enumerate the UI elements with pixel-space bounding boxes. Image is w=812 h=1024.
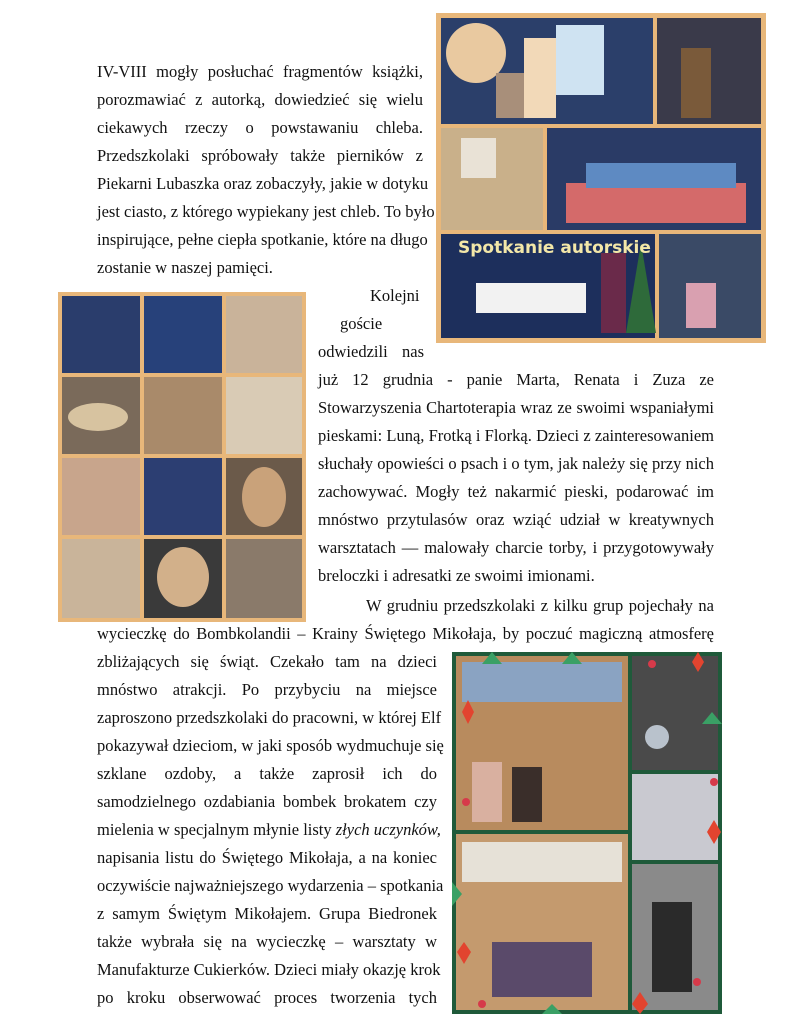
body-text-line bbox=[97, 820, 441, 840]
body-text-line: porozmawiać z autorką, dowiedzieć się wielu bbox=[97, 90, 423, 109]
body-text-line: goście bbox=[340, 314, 383, 333]
body-text-line: zostanie w naszej pamięci. bbox=[97, 258, 273, 277]
dogs-collage bbox=[58, 292, 306, 622]
author-meeting-collage bbox=[436, 13, 766, 343]
body-text-line: Piekarni Lubaszka oraz zobaczyły, jakie w dotyku bbox=[97, 174, 429, 193]
body-text-line: Przedszkolaki spróbowały także pierników z bbox=[97, 146, 423, 165]
body-text-line: Manufakturze Cukierków. Dzieci miały okazję krok bbox=[97, 960, 441, 979]
body-text-line: mnóstwo atrakcji. Po przybyciu na miejsce bbox=[97, 680, 437, 699]
body-text-line: zachowywać. Mogły też nakarmić pieski, podarować im bbox=[318, 482, 714, 501]
body-text-line: Stowarzyszenia Chartoterapia wraz ze swoimi wspaniałymi bbox=[318, 398, 714, 417]
body-text-line: W grudniu przedszkolaki z kilku grup pojechały na bbox=[366, 596, 714, 615]
body-text-line: po kroku obserwować proces tworzenia tych bbox=[97, 988, 437, 1007]
body-text-line: słuchały opowieści o psach i o tym, jak należy się przy nich bbox=[318, 454, 714, 473]
body-text-line: już 12 grudnia - panie Marta, Renata i Zuza ze bbox=[318, 370, 714, 389]
body-text-line: wycieczkę do Bombkolandii – Krainy Świętego Mikołaja, by poczuć magiczną atmosferę bbox=[97, 624, 714, 643]
body-text-line: ciekawych rzeczy o powstawaniu chleba. bbox=[97, 118, 423, 137]
body-text-line: mnóstwo przytulasów oraz wziąć udział w kreatywnych bbox=[318, 510, 714, 529]
body-text-line: IV-VIII mogły posłuchać fragmentów książki, bbox=[97, 62, 423, 81]
italic-phrase: złych uczynków, bbox=[335, 820, 441, 839]
body-text-line: napisania listu do Świętego Mikołaja, a na koniec bbox=[97, 848, 437, 867]
body-text-line: oczywiście najważniejszego wydarzenia – spotkania bbox=[97, 876, 444, 895]
body-text-line: także wybrała się na wycieczkę – warsztaty w bbox=[97, 932, 437, 951]
body-text-line: zaproszono przedszkolaki do pracowni, w której Elf bbox=[97, 708, 442, 727]
body-text-line: Kolejni bbox=[370, 286, 420, 305]
body-text-line: breloczki i adresatki ze swoimi imionami. bbox=[318, 566, 595, 585]
body-text-line: zbliżających się świąt. Czekało tam na dzieci bbox=[97, 652, 437, 671]
body-text-line: warsztatach — malowały charcie torby, i przygotowywały bbox=[318, 538, 714, 557]
collage-label: Spotkanie autorskie bbox=[458, 238, 651, 258]
body-text-line: szklane ozdoby, a także zaprosił ich do bbox=[97, 764, 437, 783]
bombkolandia-collage bbox=[452, 652, 722, 1014]
body-text-line: pieskami: Luną, Frotką i Florką. Dzieci z zainteresowaniem bbox=[318, 426, 714, 445]
body-text-span: mielenia w specjalnym młynie listy bbox=[97, 820, 336, 839]
body-text-line: pokazywał dzieciom, w jaki sposób wydmuchuje się bbox=[97, 736, 444, 755]
body-text-line: odwiedzili nas bbox=[318, 342, 424, 361]
body-text-line: jest ciasto, z którego wypiekany jest chleb. To było bbox=[97, 202, 435, 221]
body-text-line: z samym Świętym Mikołajem. Grupa Biedronek bbox=[97, 904, 437, 923]
body-text-line: inspirujące, pełne ciepła spotkanie, które na długo bbox=[97, 230, 428, 249]
body-text-line: samodzielnego ozdabiania bombek brokatem czy bbox=[97, 792, 437, 811]
